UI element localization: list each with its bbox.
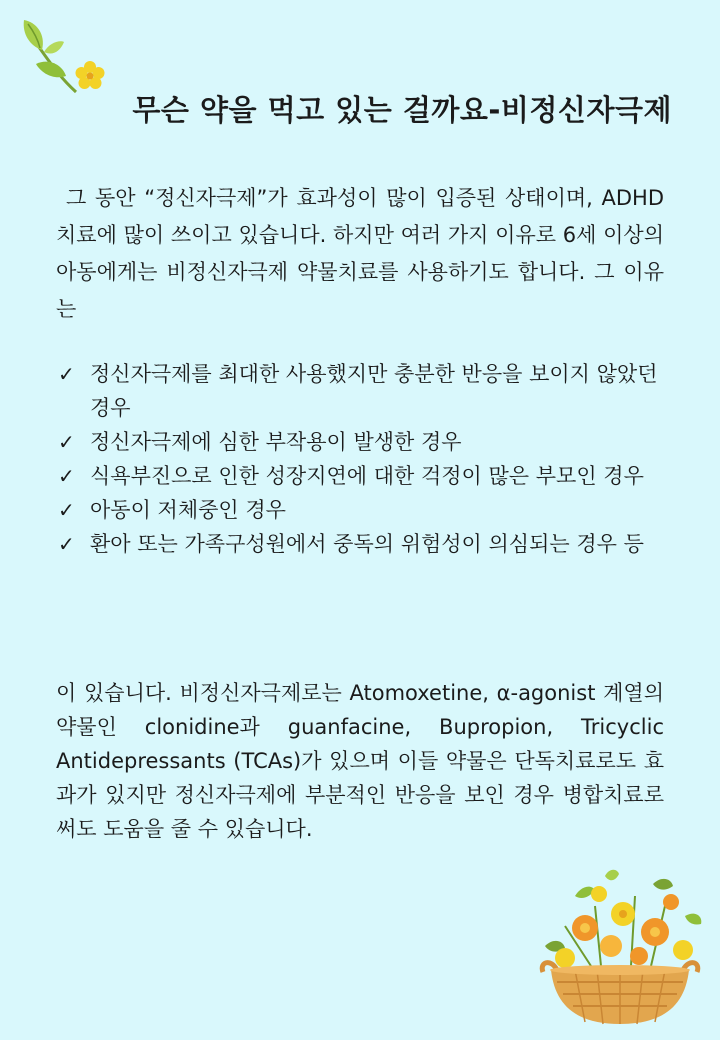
reason-list: [56, 357, 668, 561]
list-item: [56, 459, 668, 493]
checkmark-icon: ✓: [58, 430, 75, 454]
reason-text: 아동이 저체중인 경우: [90, 498, 286, 522]
list-item: [56, 425, 668, 459]
page-title: 무슨 약을 먹고 있는 걸까요-비정신자극제: [132, 93, 672, 127]
checkmark-icon: ✓: [58, 464, 75, 488]
reason-text: 식욕부진으로 인한 성장지연에 대한 걱정이 많은 부모인 경우: [90, 464, 644, 488]
list-item: [56, 357, 668, 425]
reason-text: 환아 또는 가족구성원에서 중독의 위험성이 의심되는 경우 등: [90, 532, 644, 556]
reason-text: 정신자극제에 심한 부작용이 발생한 경우: [90, 430, 462, 454]
intro-paragraph: 그 동안 “정신자극제”가 효과성이 많이 입증된 상태이며, ADHD 치료에 많이 쓰이고 있습니다. 하지만 여러 가지 이유로 6세 이상의 아동에게는 비정신자극제 약물치료를 사용하기도 합니다. 그 이유는: [56, 186, 664, 321]
list-item: [56, 527, 668, 561]
closing-paragraph: 이 있습니다. 비정신자극제로는 Atomoxetine, α-agonist 계열의 약물인 clonidine과 guanfacine, Bupropion, Tricyclic Antidepressants (TCAs)가 있으며 이들 약물은 단독치료로도 효과가 있지만 정신자극제에 부분적인 반응을 보인 경우 병합치료로써도 도움을 줄 수 있습니다.: [56, 681, 664, 841]
checkmark-icon: ✓: [58, 498, 75, 522]
reason-text: 정신자극제를 최대한 사용했지만 충분한 반응을 보이지 않았던 경우: [90, 362, 658, 420]
checkmark-icon: ✓: [58, 532, 75, 556]
checkmark-icon: ✓: [58, 362, 75, 386]
list-item: [56, 493, 668, 527]
flower-basket-illustration: [535, 866, 705, 1036]
